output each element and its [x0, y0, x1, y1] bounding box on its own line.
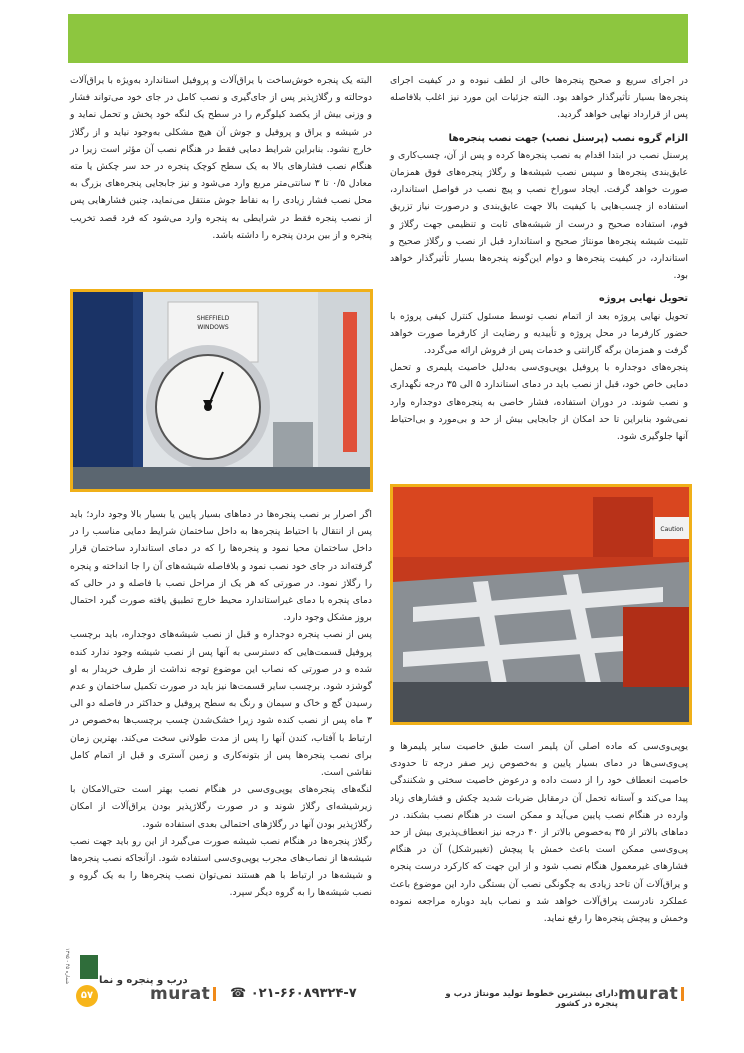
paragraph: پنجره‌های دوجداره با پروفیل یوپی‌وی‌سی به‌دلیل خاصیت پلیمری و تحمل دمایی خاص خود، قبل از نصب باید در دمای استاندارد ۵ الی ۳۵ درجه نگهداری و نصب شوند. در دوران استفاده، فشار خاصی به پنجره‌های دوجداره وارد نمی‌شود بنابراین تا حد امکان از جابجایی بیش از حد و بی‌مورد و بی‌احتیاط آنها جلوگیری شود.	[390, 362, 688, 443]
caution-sign: Caution	[660, 526, 684, 533]
brand-bar-icon	[681, 987, 684, 1001]
brand-name: murat	[150, 984, 211, 1004]
article-column-left	[70, 72, 372, 244]
machine-photo	[390, 484, 692, 725]
paragraph: تحویل نهایی پروژه بعد از اتمام نصب توسط مسئول کنترل کیفی پروژه با حضور کارفرما در محل پروژه و تأییدیه و رضایت از کارفرما صورت خواهد گرفت و همزمان برگه گارانتی و خدمات پس از فروش ارائه می‌گردد.	[390, 310, 688, 357]
paragraph: اگر اصرار بر نصب پنجره‌ها در دماهای بسیار پایین یا بسیار بالا وجود دارد؛ باید پس از انتقال با احتیاط پنجره‌ها به داخل ساختمان شرایط دمایی مناسب را در داخل ساختمان محیا نمود و پنجره‌ها را که در دمای استاندارد ساختمان قرار گرفته‌اند در جای خود نصب نمود و بلافاصله شیشه‌های آن را جا انداخته و پنجره را رگلاژ نمود. در صورتی که هر یک از مراحل نصب با فاصله و در حالی که دمای پنجره با دمای غیراستاندارد محیط خارج تطبیق یافته صورت گیرد احتمال بروز مشکل وجود دارد.	[70, 509, 372, 624]
paragraph: البته یک پنجره خوش‌ساخت با یراق‌آلات و پروفیل استاندارد به‌ویژه با یراق‌آلات دوحالته و رگلاژپذیر پس از جای‌گیری و نصب کامل در جای خود می‌تواند فشار و وزنی بیش از یکصد کیلوگرم را در سطح یک لنگه خود پخش و تحمل نماید و در شیشه و یراق و پروفیل و جوش آن هیچ مشکلی به‌وجود نیاید و از رگلاژ خارج نشود. بنابراین شرایط دمایی فقط در هنگام نصب آن مؤثر است زیرا در هنگام نصب فشارهای بالا به یک سطح کوچک پنجره در حد سر چکش یا مته معادل ۰/۵ تا ۳ سانتی‌متر مربع وارد می‌شود و نیز جابجایی پنجره‌های بزرگ به محل نصب فشار زیادی را به نقاط جوش منتقل می‌نماید، چنین فشارهایی پس از نصب پنجره فقط در شرایطی به پنجره وارد می‌شود که فرد قصد تخریب پنجره و از بین بردن پنجره را داشته باشد.	[70, 75, 372, 241]
company-tagline: دارای بیشترین خطوط تولید مونتاژ درب و پنجره در کشور	[445, 989, 618, 1009]
sign-line1: SHEFFIELD	[196, 315, 230, 322]
paragraph: لنگه‌های پنجره‌های یوپی‌وی‌سی در هنگام نصب بهتر است حتی‌الامکان با زیرشیشه‌ای رگلاژ شوند و در صورت رگلاژپذیر بودن یراق‌آلات از امکان رگلاژپذیر بودن آنها در رگلاژهای احتمالی بعدی استفاده شود.	[70, 784, 372, 830]
brand-name: murat	[618, 984, 679, 1004]
magazine-title: درب و پنجره و نما	[99, 975, 188, 986]
machine-illustration	[393, 487, 689, 722]
gauge-photo	[70, 289, 373, 492]
article-column-right-low	[390, 738, 688, 927]
paragraph: در اجرای سریع و صحیح پنجره‌ها خالی از لطف نبوده و در کیفیت اجرای پنجره‌ها بسیار تأثیرگذار خواهد بود. البته جزئیات این مورد نیز اغلب بلافاصله پس از قرارداد نهایی خواهد گردید.	[390, 75, 688, 121]
gauge-illustration	[73, 292, 370, 489]
article-column-right	[390, 72, 688, 445]
phone-number: ☎ ۰۲۱-۶۶۰۸۹۳۲۴-۷	[230, 986, 357, 1001]
brand-bar-icon	[213, 987, 216, 1001]
sign-line2: WINDOWS	[197, 324, 229, 331]
page-number: ۵۷	[76, 985, 98, 1007]
brand-logo-right	[618, 984, 678, 1004]
brand-logo-left	[150, 984, 210, 1004]
paragraph: پرسنل نصب در ابتدا اقدام به نصب پنجره‌ها کرده و پس از آن، چسب‌کاری و عایق‌بندی پنجره‌ها و سپس نصب شیشه‌ها و رگلاژ پنجره‌های فوق همزمان صورت خواهد گرفت. ایجاد سوراخ نصب و پیچ نصب در فواصل استاندارد، استفاده از چسب‌هایی با کیفیت بالا جهت عایق‌بندی و درصورت نیاز تزریق فوم، استفاده صحیح و درست از شیشه‌های ثابت و تنظیمی جهت رگلاژ و تثبیت شیشه پنجره‌ها مونتاژ صحیح و استاندارد قبل از نصب و رگلاژ صحیح و استاندارد، در کیفیت پنجره‌ها و دوام این‌گونه پنجره‌ها بسیار تأثیرگذار خواهد بود.	[390, 149, 688, 282]
window-logo-icon	[80, 955, 98, 979]
section-heading: تحویل نهایی پروژه	[599, 293, 688, 305]
paragraph: رگلاژ پنجره‌ها در هنگام نصب شیشه صورت می‌گیرد از این رو باید جهت نصب شیشه‌ها از نصاب‌های مجرب یوپی‌وی‌سی استفاده شود. ازآنجاکه نصب پنجره‌ها و شیشه‌ها در ارتباط با هم هستند نمی‌توان نصب پنجره‌ها را به یک گروه و نصب شیشه‌ها را به گروه دیگر سپرد.	[70, 835, 372, 899]
section-heading: الزام گروه نصب (پرسنل نصب) جهت نصب پنجره‌ها	[448, 132, 688, 144]
magazine-issue: شماره ۴۵ - ۱۳۹۵	[64, 948, 70, 985]
article-column-left-mid	[70, 506, 372, 902]
paragraph: یوپی‌وی‌سی که ماده اصلی آن پلیمر است طبق خاصیت سایر پلیمرها و پی‌وی‌سی‌ها در دمای بسیار پایین و به‌خصوص زیر صفر درجه تا حدودی خاصیت انعطاف خود را از دست داده و درعوض خاصیت سختی و شکنندگی پیدا می‌کند و آستانه تحمل آن درمقابل ضربات شدید چکش و فشارهای زیاد وارده در هنگام نصب پایین می‌آید و ممکن است در هنگام نصب بشکند. در دماهای بالاتر از ۳۵ به‌خصوص بالاتر از ۴۰ درجه نیز انعطاف‌پذیری بیش از حد پی‌وی‌سی ممکن است باعث خمش یا پیچش (تغییرشکل) آن در هنگام فشارهای غیرمعمول هنگام نصب شود و از این جهت که کارکرد درست پنجره و یراق‌آلات آن تاحد زیادی به چگونگی نصب آن بستگی دارد این موضوع باعث عملکرد نادرست یراق‌آلات خواهد شد و نصاب باید دوباره مراجعه نموده وخمش و پیچش پنجره‌ها را رفع نماید.	[390, 741, 688, 925]
header-banner	[68, 14, 688, 63]
paragraph: پس از نصب پنجره دوجداره و قبل از نصب شیشه‌های دوجداره، باید برچسب پروفیل قسمت‌هایی که دسترسی به آنها پس از نصب شیشه وجود ندارد کنده شده و در صورتی که نصاب این موضوع توجه نداشت از طرف خریدار به او گوشزد شود. برچسب سایر قسمت‌ها نیز باید در صورت تکمیل ساختمان و عدم رسیدن گچ و خاک و سیمان و رنگ به سطح پروفیل و حداکثر در فاصله دو الی ۳ ماه پس از نصب کنده شود زیرا خشک‌شدن چسب برچسب‌ها به‌خصوص در ارتباط با آفتاب، کندن آنها را پس از مدت طولانی سخت می‌کند. بهترین زمان برای نصب پنجره‌ها پس از بتونه‌کاری و زمین آستری و قبل از اتمام کامل نقاشی است.	[70, 629, 372, 779]
